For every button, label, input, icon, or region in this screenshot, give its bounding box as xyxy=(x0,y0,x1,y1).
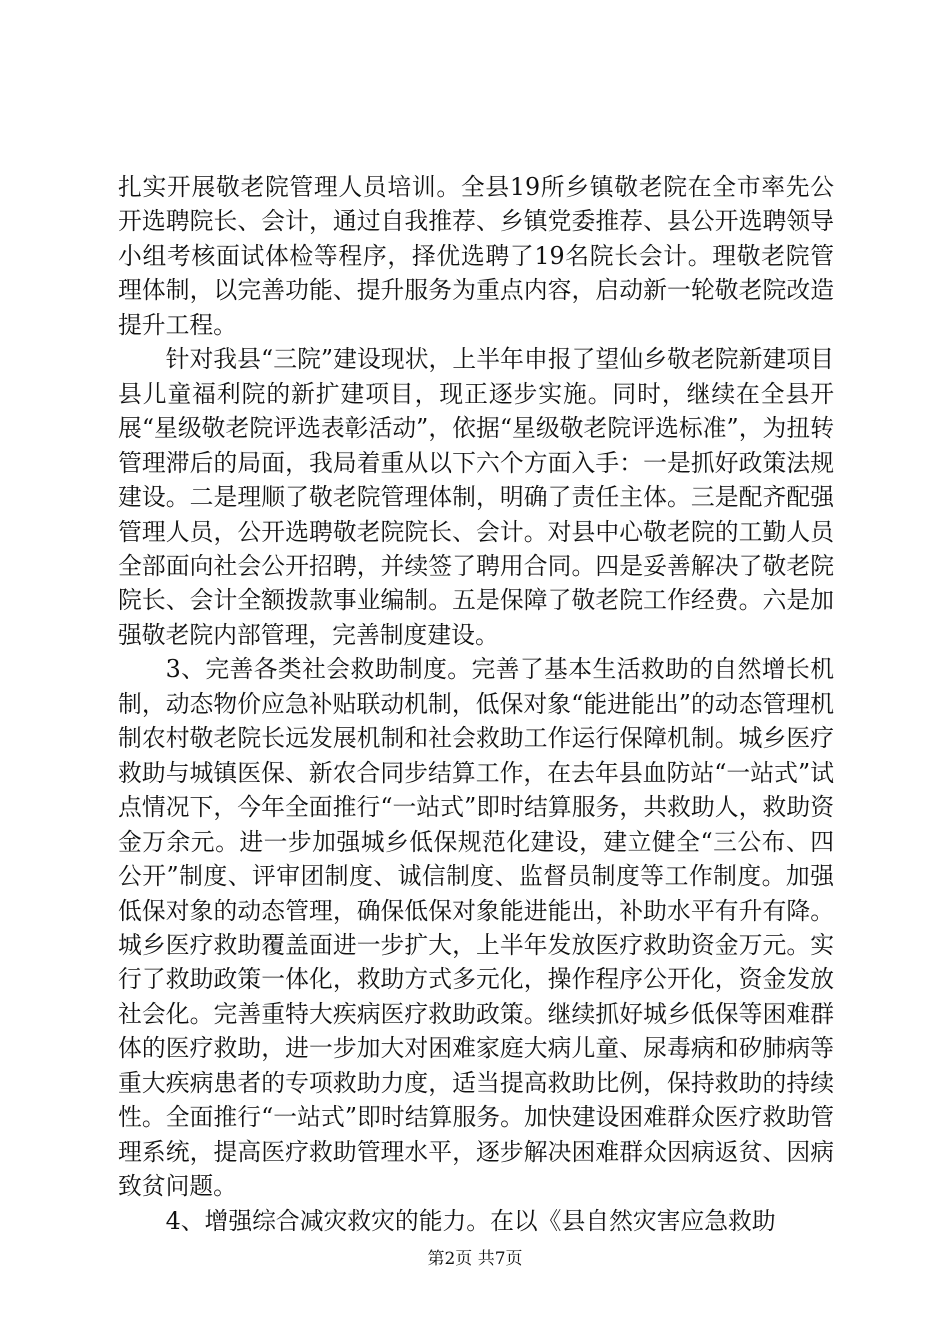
paragraph-three-institutions: 针对我县“三院”建设现状，上半年申报了望仙乡敬老院新建项目县儿童福利院的新扩建项目，现正逐步实施。同时，继续在全县开展“星级敬老院评选表彰活动”，依据“星级敬老院评选标准”，为扭转管理滞后的局面，我局着重从以下六个方面入手：一是抓好政策法规建设。二是理顺了敬老院管理体制，明确了责任主体。三是配齐配强管理人员，公开选聘敬老院院长、会计。对县中心敬老院的工勤人员全部面向社会公开招聘，并续签了聘用合同。四是妥善解决了敬老院院长、会计全额拨款事业编制。五是保障了敬老院工作经费。六是加强敬老院内部管理，完善制度建设。 xyxy=(118,345,834,649)
document-body xyxy=(118,170,834,1238)
paragraph-training: 扎实开展敬老院管理人员培训。全县19所乡镇敬老院在全市率先公开选聘院长、会计，通过自我推荐、乡镇党委推荐、县公开选聘领导小组考核面试体检等程序，择优选聘了19名院长会计。理敬老院管理体制，以完善功能、提升服务为重点内容，启动新一轮敬老院改造提升工程。 xyxy=(118,173,834,339)
paragraph-disaster-relief: 4、增强综合减灾救灾的能力。在以《县自然灾害应急救助 xyxy=(165,1206,776,1235)
page-number-footer: 第2页 共7页 xyxy=(427,1249,523,1269)
paragraph-social-assistance: 3、完善各类社会救助制度。完善了基本生活救助的自然增长机制，动态物价应急补贴联动机制，低保对象“能进能出”的动态管理机制农村敬老院长远发展机制和社会救助工作运行保障机制。城乡医疗救助与城镇医保、新农合同步结算工作，在去年县血防站“一站式”试点情况下，今年全面推行“一站式”即时结算服务，共救助人，救助资金万余元。进一步加强城乡低保规范化建设，建立健全“三公布、四公开”制度、评审团制度、诚信制度、监督员制度等工作制度。加强低保对象的动态管理，确保低保对象能进能出，补助水平有升有降。城乡医疗救助覆盖面进一步扩大，上半年发放医疗救助资金万元。实行了救助政策一体化，救助方式多元化，操作程序公开化，资金发放社会化。完善重特大疾病医疗救助政策。继续抓好城乡低保等困难群体的医疗救助，进一步加大对困难家庭大病儿童、尿毒病和矽肺病等重大疾病患者的专项救助力度，适当提高救助比例，保持救助的持续性。全面推行“一站式”即时结算服务。加快建设困难群众医疗救助管理系统，提高医疗救助管理水平，逐步解决困难群众因病返贫、因病致贫问题。 xyxy=(118,655,834,1201)
